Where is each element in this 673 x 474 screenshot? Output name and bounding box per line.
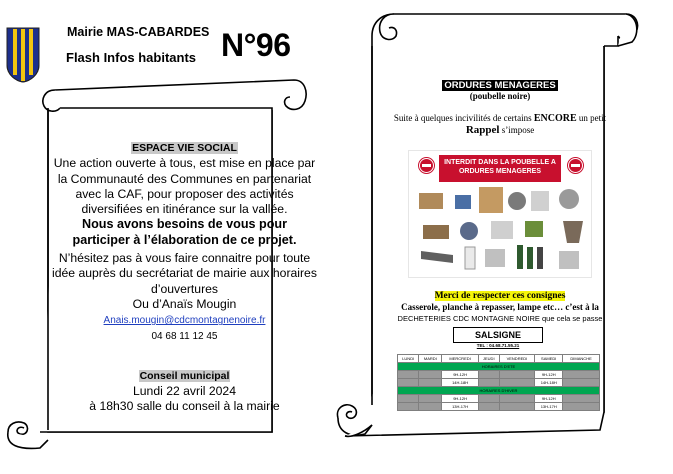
winter-pm-sat: 13H-17H bbox=[535, 403, 563, 411]
council-heading: Conseil municipal bbox=[139, 369, 230, 382]
council-date: Lundi 22 avril 2024 bbox=[133, 384, 236, 399]
rappel-post: s’impose bbox=[501, 125, 535, 135]
table-row bbox=[398, 403, 600, 411]
section-heading: ESPACE VIE SOCIAL bbox=[132, 142, 237, 154]
day-header: SAMEDI bbox=[535, 355, 563, 363]
issue-number: N°96 bbox=[221, 27, 291, 63]
poster-banner: INTERDIT DANS LA POUBELLE A ORDURES MENAGERES bbox=[439, 155, 561, 182]
salsigne-label: SALSIGNE bbox=[453, 327, 543, 343]
table-header-row bbox=[398, 355, 600, 363]
phone-number: 04 68 11 12 45 bbox=[151, 330, 218, 342]
table-row bbox=[398, 371, 600, 379]
no-entry-icon bbox=[568, 158, 583, 173]
ordures-subtitle: (poubelle noire) bbox=[469, 91, 531, 101]
prohibited-items-illustration bbox=[413, 185, 587, 273]
line1-pre: Suite à quelques incivilités de certains bbox=[393, 113, 532, 123]
salsigne-phone: TEL : 04.68.71.55.21 bbox=[476, 343, 520, 348]
contact-text: N’hésitez pas à vous faire connaitre pour toute idée auprès du secrétariat de mairie aux horaires d’ouvertures bbox=[52, 251, 317, 296]
ordures-line1 bbox=[380, 113, 620, 124]
winter-label: HORAIRES D'HIVER bbox=[398, 387, 600, 395]
day-header: MARDI bbox=[419, 355, 442, 363]
ordures-section bbox=[380, 80, 620, 136]
day-header: VENDREDI bbox=[499, 355, 535, 363]
coat-of-arms-icon bbox=[6, 27, 40, 83]
summer-label: HORAIRES D'ETE bbox=[398, 363, 600, 371]
winter-am-sat: 9H-12H bbox=[535, 395, 563, 403]
summer-am-wed: 9H-12H bbox=[442, 371, 479, 379]
line1-post: un petit bbox=[578, 113, 607, 123]
no-entry-icon bbox=[419, 158, 434, 173]
day-header: LUNDI bbox=[398, 355, 419, 363]
day-header: DIMANCHE bbox=[563, 355, 600, 363]
day-header: JEUDI bbox=[478, 355, 499, 363]
section-paragraph: Une action ouverte à tous, est mise en place par la Communauté des Communes en partenariat avec la CAF, pour proposer des activités diversifiées en itinérance sur la vallée. bbox=[53, 156, 316, 217]
summer-am-sat: 9H-12H bbox=[535, 371, 563, 379]
council-place: à 18h30 salle du conseil à la mairie bbox=[89, 399, 280, 414]
day-header: MERCREDI bbox=[442, 355, 479, 363]
mairie-title: Mairie MAS-CABARDES bbox=[67, 25, 210, 39]
ordures-title: ORDURES MENAGERES bbox=[444, 80, 556, 91]
summer-pm-wed: 14H-18H bbox=[442, 379, 479, 387]
contact-person: Ou d’Anaïs Mougin bbox=[132, 296, 237, 311]
winter-am-wed: 9H-12H bbox=[442, 395, 479, 403]
table-row bbox=[398, 379, 600, 387]
summer-pm-sat: 14H-18H bbox=[535, 379, 563, 387]
flash-infos-title: Flash Infos habitants bbox=[66, 50, 197, 65]
winter-pm-wed: 13H-17H bbox=[442, 403, 479, 411]
decheterie-hours-table bbox=[397, 354, 600, 411]
email-link[interactable]: Anais.mougin@cdcmontagnenoire.fr bbox=[103, 315, 266, 327]
appeal-text: Nous avons besoins de vous pour participer à l’élaboration de ce projet. bbox=[72, 217, 297, 247]
line1-bold: ENCORE bbox=[533, 113, 577, 124]
consignes-block bbox=[380, 290, 620, 324]
items-line: Casserole, planche à repasser, lampe etc… c’est à la bbox=[401, 302, 599, 312]
interdit-poster bbox=[408, 150, 592, 278]
respect-text: Merci de respecter ces consignes bbox=[434, 291, 566, 301]
decheteries-text: DECHETERIES CDC MONTAGNE NOIRE que cela se passe bbox=[397, 314, 603, 323]
rappel-word: Rappel bbox=[465, 124, 500, 136]
table-row bbox=[398, 395, 600, 403]
espace-vie-social-section bbox=[52, 140, 317, 415]
